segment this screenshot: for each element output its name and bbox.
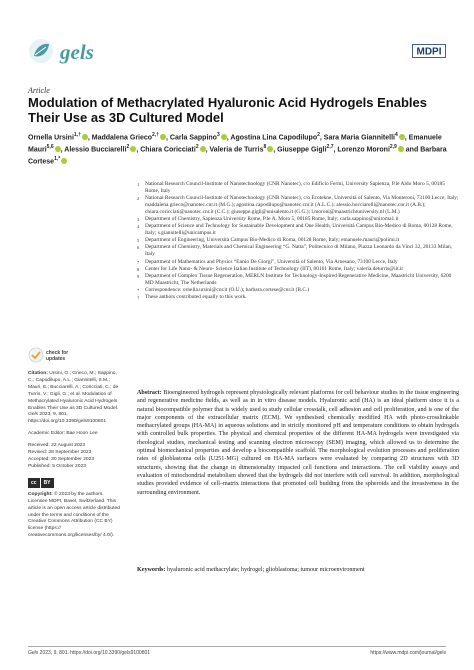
footer-citation [28,650,150,656]
affiliation-item [137,294,459,301]
orcid-icon[interactable] [160,134,166,140]
affiliation-mark: † [137,294,140,300]
author-name[interactable]: Sara Maria Giannitelli [323,134,395,142]
citation-text: Ursini, O.; Grieco, M.; Sappino, C.; Capodilupo, A.L.; Giannitelli, S.M.; Mauri, E.; Bucciarelli, A.; Coricciati, C.; de Turris, V.; Gigli, G.; et al. Modulation of Methacrylated Hyaluronic Acid Hydrogels Enables Their Use as 3D Cultured Model. [28,371,119,411]
cc-badge-part: cc [28,478,40,488]
author-name[interactable]: Emanuele Mauri [28,134,442,154]
mdpi-logo[interactable] [412,44,446,58]
journal-header [28,36,446,70]
paper-title: Modulation of Methacrylated Hyaluronic Acid Hydrogels Enables Their Use as 3D Cultured Model [28,95,427,125]
copyright-text: © 2023 by the authors. Licensee MDPI, Basel, Switzerland. This article is an open access article distributed under the terms and conditions of the Creative Commons Attribution (CC BY) license (https:// creativecommons.org/licenses/by/ 4.0/). [28,491,120,539]
author-affiliation-marks: 3 [216,132,220,138]
author-affiliation-marks: 2 [126,143,130,150]
affiliation-mark: 4 [137,224,140,230]
editor-name: Bae Hoon Lee [66,431,98,437]
author-name[interactable]: Giuseppe Gigli [277,146,327,154]
orcid-icon[interactable] [267,146,273,152]
check-updates-line2: updates [46,356,66,362]
author-name[interactable]: Barbara Cortese [28,146,447,165]
abstract-text: Bioengineered hydrogels represent physiologically relevant platforms for cell behaviour studies in the tissue engineering and regenerative medicine fields, as well as in in vitro disease models. Hyaluronic acid (HA) is an ideal platform since it is a natural biocompatible polymer that is widely used to study cellular crosstalk, cell adhesion and cell proliferation, and is one of the major components of the extracellular matrix (ECM). We synthesised chemically modified HA with photo-crosslinkable methacrylated groups (HA-MA) in aqueous solutions and in strictly monitored pH and temperature conditions to obtain hydrogels with controlled bulk properties. The physical and chemical properties of the different HA-MA hydrogels were investigated via rheological studies, mechanical testing and scanning electron microscopy (SEM) imaging, which allowed us to determine the optimal biomechanical properties and develop a biocompatible scaffold. The morphological evolution processes and proliferation rates of glioblastoma cells (U251-MG) cultured on HA-MA surfaces were evaluated by comparing 2D structures with 3D structures, showing that the change in dimensionality impacted cell functions and interactions. The cell viability assays and evaluation of mitochondrial metabolism showed that the hydrogels did not interfere with cell survival. In addition, morphological studies provided evidence of cell–matrix interactions that promoted cell budding from the spheroids and the invasiveness in the surrounding environment. [137,390,459,496]
author-name[interactable]: Chiara Coricciati [140,146,196,154]
received-date: Received: 22 August 2023 [28,443,86,449]
citation-block [28,371,124,426]
affiliation-item [137,273,459,287]
affiliation-mark: 1 [137,182,140,187]
affiliation-text: National Research Council-Institute of Nanotechnology (CNR Nanotec), c/o Ecotekne, Università of Salento, Via Monteroni, 73100 Lecce, Italy; maddalena.grieco@nanotec.cnr.it (M.G.); agostina.capodilupo@nanotec.cnr.it (A.L.C.); alessio.bucciarelli@nanotec.cnr.it (A.B.); chiara.coricciati@nanotec.cnr.it (C.C.); giuseppe.gigli@unisalento.it (G.G.); l.moroni@maastrichtuniversity.nl (L.M.) [145,195,459,216]
author-affiliation-marks: 5,6 [46,143,54,150]
keywords [137,566,459,574]
footer-journal-link[interactable]: https://www.mdpi.com/journal/gels [370,650,446,656]
footer-divider [28,646,446,647]
affiliation-item [137,259,459,266]
page-footer [28,650,446,660]
author-affiliation-marks: 1,† [73,132,81,138]
author-list: Ornella Ursini$^{1,\dagger}$ , Maddalena Grieco$^{2,\dagger}$ , Carla Sappino$^3$ , Agostina Lina Capodilupo$^2$, Sara Maria Giannitelli$^4$ , Emanuele Mauri$^{5,6}$ , Alessio Bucciarelli$^2$ , Chiara Coricciati$^2$ , Valeria de Turris$^8$ , Giuseppe Gigli$^{2,7}$, Lorenzo Moroni$^{2,9}$ and Barbara Cortese$^{1,*}$ [28,132,447,165]
author-affiliation-marks: 2,7 [326,143,334,150]
author-name[interactable]: Alessio Bucciarelli [64,146,127,154]
check-updates-line1: check for [46,350,69,356]
affiliation-item [137,266,459,273]
affiliation-item [137,181,459,195]
author-name[interactable]: Agostina Lina Capodilupo [230,134,318,142]
check-for-updates-button[interactable] [28,347,124,365]
author-affiliation-marks: 2 [195,143,199,150]
gels-leaf-icon [28,38,54,64]
affiliation-mark: 2 [137,196,140,202]
orcid-icon[interactable] [61,158,67,164]
revised-date: Revised: 28 September 2023 [28,450,92,456]
affiliation-item [137,195,459,216]
author-affiliation-marks: 8 [263,143,267,150]
affiliation-text: National Research Council-Institute of Nanotechnology (CNR Nanotec), c/o Edificio Fermi, University Sapienza, P.le Aldo Moro 5, 00185 Rome, Italy [145,181,445,195]
keywords-text: hyaluronic acid methacrylate; hydrogel; glioblastoma; tumour microenvironment [166,567,365,573]
author-affiliation-marks: 1,* [54,155,61,162]
article-type: Article [28,86,50,95]
journal-name[interactable]: gels [60,40,94,64]
editor-block [28,431,124,438]
editor-label: Academic Editor: [28,431,65,437]
orcid-icon[interactable] [399,134,405,140]
keywords-label: Keywords: [137,567,166,573]
affiliation-mark: 5 [137,238,140,244]
author-affiliation-marks: 2,9 [389,143,397,150]
abstract-label: Abstract: [137,390,162,396]
author-affiliation-marks: 2,† [152,132,159,138]
author-affiliation-marks: 4 [394,132,398,138]
orcid-icon[interactable] [398,146,404,152]
affiliation-text: Department of Chemistry, Materials and Chemical Engineering “G. Natta”, Politecnico di Milano, Piazza Leonardo da Vinci 32, 20133 Milan, Italy [145,244,453,258]
author-name[interactable]: Maddalena Grieco [91,134,153,142]
author-name[interactable]: Carla Sappino [169,134,217,142]
orcid-icon[interactable] [200,146,206,152]
accepted-date: Accepted: 30 September 2023 [28,456,95,462]
affiliation-text: These authors contributed equally to this work. [145,293,247,300]
affiliation-mark: 3 [137,217,140,223]
citation-label: Citation: [28,371,48,376]
author-affiliation-marks: 2 [317,132,320,138]
author-name[interactable]: Valeria de Turris [209,146,264,154]
footer-doi[interactable]: 2023, 9, 801. https://doi.org/10.3390/gels9100801 [39,650,151,656]
published-date: Published: 5 October 2023 [28,463,86,469]
affiliation-mark: * [137,287,140,293]
affiliation-mark: 6 [137,245,140,251]
affiliation-text: Department of Complex Tissue Regeneration, MERLN Institute for Technology-Inspired Regenerative Medicine, Maastricht University, 6200 MD Maastricht, The Netherlands [145,272,452,286]
citation-journal: Gels [28,412,39,418]
affiliation-text: Center for Life Nano- & Neuro- Science Italian Institute of Technology (IIT), 00161 Rome, Italy; valeria.deturris@iit.it [145,265,403,272]
affiliation-mark: 9 [137,273,140,279]
author-name[interactable]: Ornella Ursini [28,134,74,142]
orcid-icon[interactable] [221,134,227,140]
article-sidebar [28,347,124,545]
affiliation-text: Correspondence: ornella.ursini@cnr.it (O.U.); barbara.cortese@cnr.it (B.C.) [145,286,310,293]
citation-doi[interactable]: 2023, 9, 801. https://doi.org/10.3390/gels9100801 [28,412,107,425]
affiliation-mark: 7 [137,259,140,265]
orcid-icon[interactable] [82,134,88,140]
orcid-icon[interactable] [130,146,136,152]
affiliation-text: Department of Chemistry, Sapienza University Rome, P.le A. Moro 5, 00185 Rome, Italy; carla.sappino@uniroma1.it [145,216,399,223]
abstract [137,389,459,497]
affiliation-mark: 8 [137,266,140,272]
affiliation-text: Department of Science and Technology for Sustainable Development and One Health, Università Campus Bio-Medico di Roma, 00128 Rome, Italy; s.giannitelli@unicampus.it [145,223,453,237]
author-name[interactable]: Lorenzo Moroni [337,146,390,154]
check-updates-icon [28,347,44,363]
copyright-label: Copyright: [28,491,53,497]
affiliation-text: Department of Mathematics and Physics “Ennio De Giorgi”, Università of Salento, Via Arnesano, 73100 Lecce, Italy [145,258,398,265]
affiliation-text: Department of Engineering, Università Campus Bio-Medico di Roma, 00128 Rome, Italy; emanuele.mauri@polimi.it [145,237,400,244]
footer-journal: Gels [28,650,39,656]
cc-by-license-badge[interactable] [28,478,54,488]
affiliation-item [137,223,459,237]
dates-block [28,443,124,471]
affiliation-item [137,287,459,294]
affiliation-item [137,244,459,258]
orcid-icon[interactable] [55,146,61,152]
by-badge-part: BY [41,478,54,488]
affiliation-list [137,181,459,301]
mdpi-logo-text: MDPI [416,46,442,58]
copyright-block [28,492,124,540]
